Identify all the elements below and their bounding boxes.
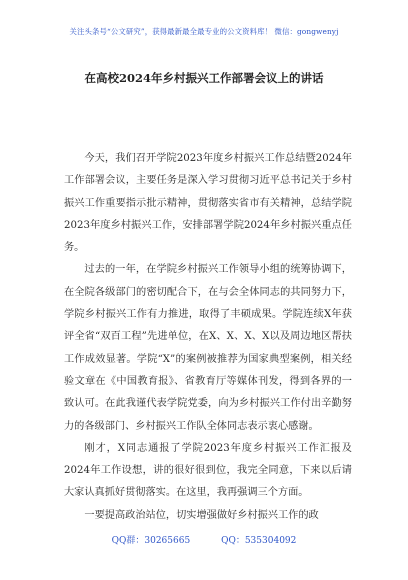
document-body <box>64 148 352 527</box>
header-notice: 关注头条号“公文研究”，获得最新最全最专业的公文资料库！ 微信：gongwenyj <box>69 27 339 36</box>
footer-qq: QQ：535304092 <box>221 536 297 546</box>
paragraph: 今天，我们召开学院2023年度乡村振兴工作总结暨2024年工作部署会议，主要任务是深入学习贯彻习近平总书记关于乡村振兴工作重要指示批示精神，贯彻落实省市有关精神，总结学院2023年度乡村振兴工作，安排部署学院2024年乡村振兴重点任务。 <box>64 153 352 254</box>
paragraph: 过去的一年，在学院乡村振兴工作领导小组的统筹协调下，在全院各级部门的密切配合下，在与会全体同志的共同努力下，学院乡村振兴工作有力推进，取得了丰硕成果。学院连续X年获评全省“双百工程”先进单位，在X、X、X、X以及周边地区帮扶工作成效显著。学院“X”的案例被推荐为国家典型案例，相关经验文章在《中国教育报》、省教育厅等媒体刊发，得到各界的一致认可。在此我谨代表学院党委，向为乡村振兴工作付出辛勤努力的各级部门、乡村振兴工作队全体同志表示衷心感谢。 <box>64 264 352 432</box>
footer-qq-group: QQ群：30265665 <box>111 536 191 546</box>
paragraph: 刚才，X同志通报了学院2023年度乡村振兴工作汇报及2024年工作设想，讲的很好很到位，我完全同意，下来以后请大家认真抓好贯彻落实。在这里，我再强调三个方面。 <box>64 442 352 499</box>
paragraph: 一要提高政治站位，切实增强做好乡村振兴工作的政 <box>84 509 319 521</box>
footer-contact <box>0 533 408 546</box>
document-title: 在高校2024年乡村振兴工作部署会议上的讲话 <box>84 71 324 85</box>
